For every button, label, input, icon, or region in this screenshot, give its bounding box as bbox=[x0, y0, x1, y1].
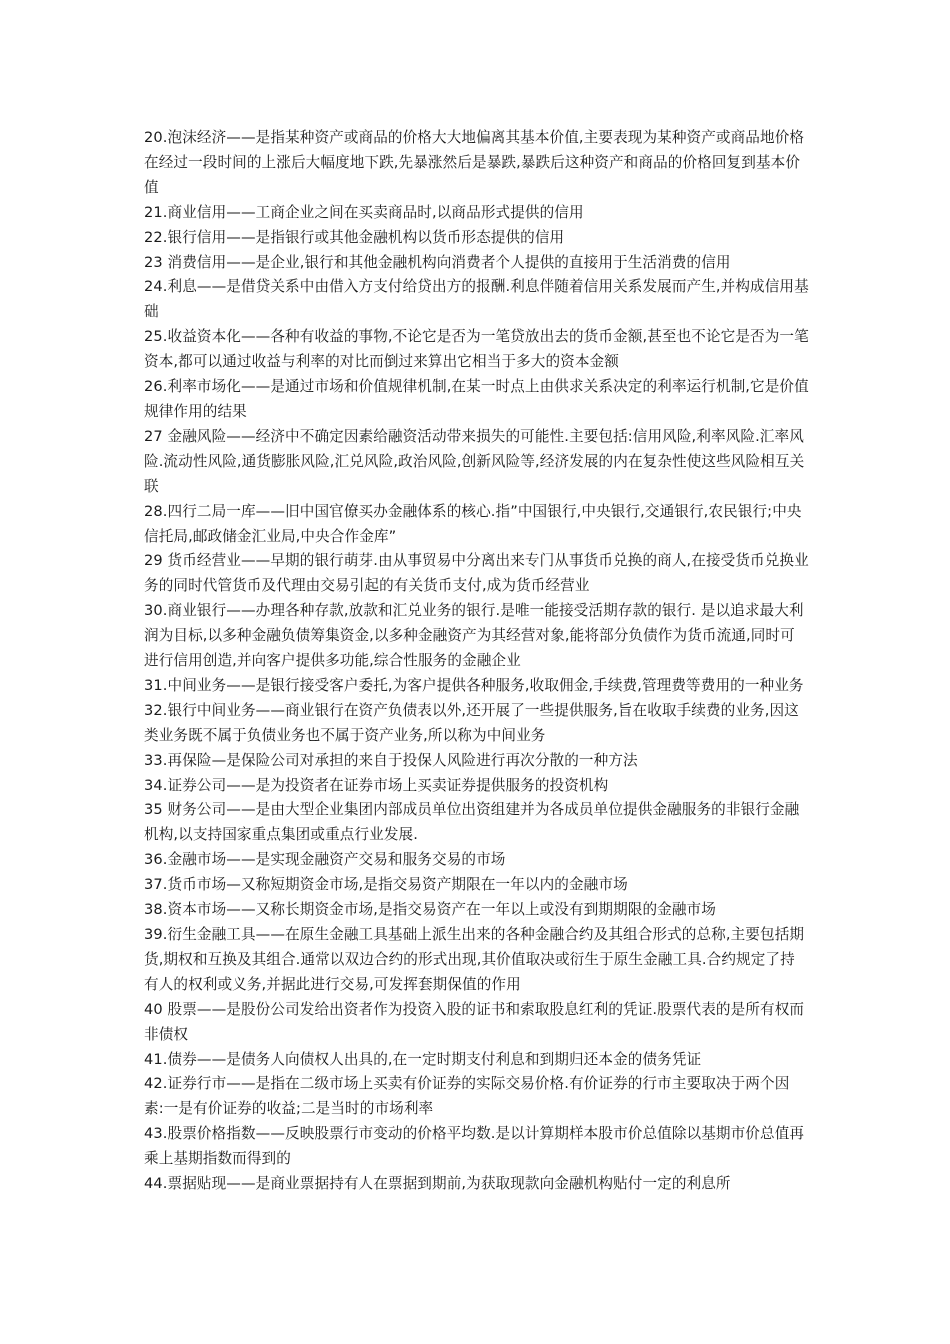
entry-28: 28.四行二局一库——旧中国官僚买办金融体系的核心.指”中国银行,中央银行,交通银行,农民银行;中央信托局,邮政储金汇业局,中央合作金库” bbox=[144, 502, 802, 545]
entry-31: 31.中间业务——是银行接受客户委托,为客户提供各种服务,收取佣金,手续费,管理费等费用的一种业务 bbox=[144, 676, 804, 694]
entry-22: 22.银行信用——是指银行或其他金融机构以货币形态提供的信用 bbox=[144, 228, 565, 246]
entry-30: 30.商业银行——办理各种存款,放款和汇兑业务的银行.是唯一能接受活期存款的银行. 是以追求最大利润为目标,以多种金融负债筹集资金,以多种金融资产为其经营对象,能将部分负债作为货币流通,同时可进行信用创造,并向客户提供多功能,综合性服务的金融企业 bbox=[144, 602, 804, 670]
entry-41: 41.债券——是债务人向债权人出具的,在一定时期支付利息和到期归还本金的债务凭证 bbox=[144, 1050, 702, 1068]
entry-36: 36.金融市场——是实现金融资产交易和服务交易的市场 bbox=[144, 851, 506, 869]
entry-23: 23 消费信用——是企业,银行和其他金融机构向消费者个人提供的直接用于生活消费的信用 bbox=[144, 253, 731, 271]
entry-25: 25.收益资本化——各种有收益的事物,不论它是否为一笔贷放出去的货币金额,甚至也不论它是否为一笔资本,都可以通过收益与利率的对比而倒过来算出它相当于多大的资本金额 bbox=[144, 328, 809, 371]
entry-32: 32.银行中间业务——商业银行在资产负债表以外,还开展了一些提供服务,旨在收取手续费的业务,因这类业务既不属于负债业务也不属于资产业务,所以称为中间业务 bbox=[144, 701, 799, 744]
entry-44: 44.票据贴现——是商业票据持有人在票据到期前,为获取现款向金融机构贴付一定的利息所 bbox=[144, 1175, 731, 1193]
entry-35: 35 财务公司——是由大型企业集团内部成员单位出资组建并为各成员单位提供金融服务的非银行金融机构,以支持国家重点集团或重点行业发展. bbox=[144, 801, 800, 844]
entry-42: 42.证券行市——是指在二级市场上买卖有价证券的实际交易价格.有价证券的行市主要取决于两个因素:一是有价证券的收益;二是当时的市场利率 bbox=[144, 1075, 790, 1118]
entry-26: 26.利率市场化——是通过市场和价值规律机制,在某一时点上由供求关系决定的利率运行机制,它是价值规律作用的结果 bbox=[144, 378, 809, 420]
entry-37: 37.货币市场—又称短期资金市场,是指交易资产期限在一年以内的金融市场 bbox=[144, 876, 628, 894]
entry-39: 39.衍生金融工具——在原生金融工具基础上派生出来的各种金融合约及其组合形式的总称,主要包括期货,期权和互换及其组合.通常以双边合约的形式出现,其价值取决或衍生于原生金融工具.合约规定了持有人的权利或义务,并据此进行交易,可发挥套期保值的作用 bbox=[144, 926, 805, 993]
entry-21: 21.商业信用——工商企业之间在买卖商品时,以商品形式提供的信用 bbox=[144, 203, 584, 221]
entry-40: 40 股票——是股份公司发给出资者作为投资入股的证书和索取股息红利的凭证.股票代表的是所有权而非债权 bbox=[144, 1000, 805, 1043]
entry-20: 20.泡沫经济——是指某种资产或商品的价格大大地偏离其基本价值,主要表现为某种资产或商品地价格在经过一段时间的上涨后大幅度地下跌,先暴涨然后是暴跌,暴跌后这种资产和商品的价格回复到基本价值 bbox=[144, 129, 805, 196]
entry-34: 34.证券公司——是为投资者在证券市场上买卖证券提供服务的投资机构 bbox=[144, 776, 609, 794]
entry-33: 33.再保险—是保险公司对承担的来自于投保人风险进行再次分散的一种方法 bbox=[144, 751, 638, 769]
entry-27: 27 金融风险——经济中不确定因素给融资活动带来损失的可能性.主要包括:信用风险,利率风险.汇率风险.流动性风险,通货膨胀风险,汇兑风险,政治风险,创新风险等,经济发展的内在复杂性使这些风险相互关联 bbox=[144, 427, 805, 495]
entry-29: 29 货币经营业——早期的银行萌芽.由从事贸易中分离出来专门从事货币兑换的商人,在接受货币兑换业务的同时代管货币及代理由交易引起的有关货币支付,成为货币经营业 bbox=[144, 552, 809, 595]
entry-43: 43.股票价格指数——反映股票行市变动的价格平均数.是以计算期样本股市价总值除以基期市价总值再乘上基期指数而得到的 bbox=[144, 1125, 805, 1168]
entry-38: 38.资本市场——又称长期资金市场,是指交易资产在一年以上或没有到期期限的金融市场 bbox=[144, 901, 716, 919]
document-body bbox=[144, 126, 809, 1197]
entry-24: 24.利息——是借贷关系中由借入方支付给贷出方的报酬.利息伴随着信用关系发展而产生,并构成信用基础 bbox=[144, 278, 809, 321]
